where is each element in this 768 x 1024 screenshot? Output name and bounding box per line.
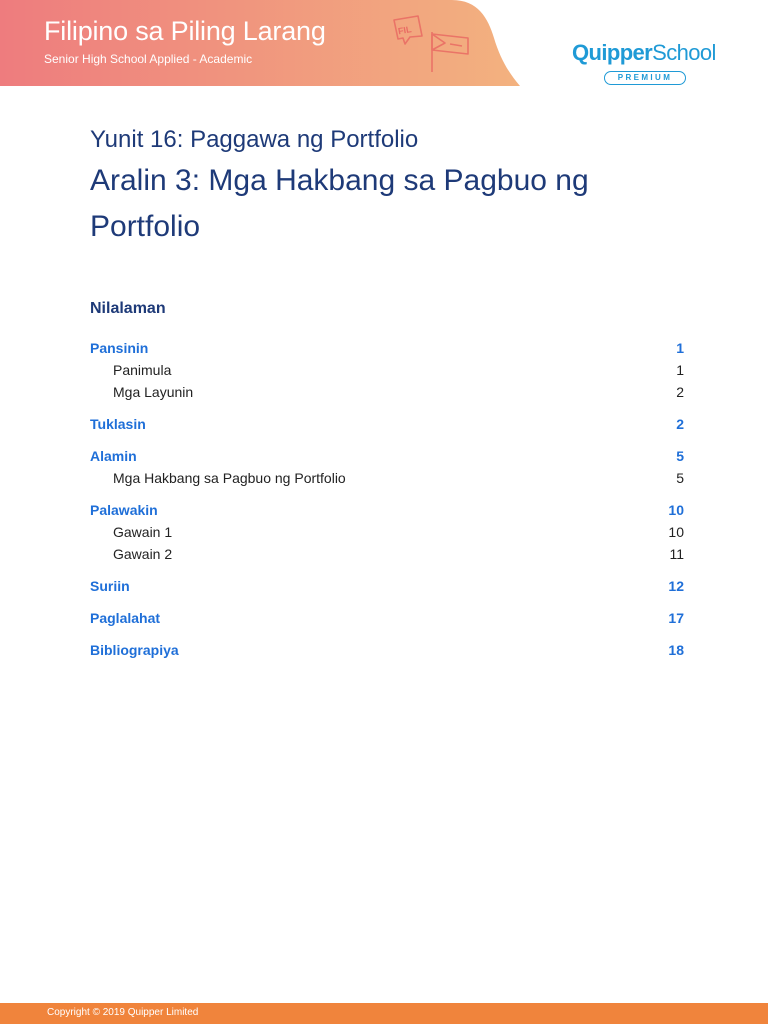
toc-entry-palawakin[interactable] [90,499,684,521]
toc-entry-page: 10 [668,502,684,518]
toc-subentry-page: 10 [668,524,684,540]
deco-badge-label: FIL [397,24,413,37]
toc-subentry-page: 5 [676,470,684,486]
toc-subentry-label: Gawain 2 [113,546,173,562]
toc-entry-label: Tuklasin [90,416,146,432]
toc-subentry-page: 11 [669,546,684,562]
table-of-contents [90,337,684,661]
toc-entry-label: Bibliograpiya [90,642,179,658]
toc-subentry-gawain-1[interactable] [90,521,684,543]
page-footer [0,1003,768,1024]
toc-entry-page: 17 [668,610,684,626]
logo-brand-bold: Quipper [572,40,653,65]
toc-entry-page: 18 [668,642,684,658]
toc-subentry-label: Panimula [113,362,172,378]
toc-subentry-page: 1 [676,362,684,378]
toc-entry-suriin[interactable] [90,575,684,597]
logo-tier-badge: PREMIUM [604,71,686,85]
toc-entry-label: Suriin [90,578,130,594]
toc-entry-label: Palawakin [90,502,158,518]
toc-subentry-label: Mga Hakbang sa Pagbuo ng Portfolio [113,470,346,486]
toc-entry-pansinin[interactable] [90,337,684,359]
flag-deco-icon [388,10,478,76]
toc-subentry-label: Mga Layunin [113,384,194,400]
toc-entry-bibliograpiya[interactable] [90,639,684,661]
toc-entry-label: Alamin [90,448,137,464]
toc-entry-page: 12 [668,578,684,594]
toc-subentry-mga-hakbang[interactable] [90,467,684,489]
toc-entry-page: 1 [676,340,684,356]
toc-entry-paglalahat[interactable] [90,607,684,629]
toc-heading: Nilalaman [90,300,166,317]
toc-entry-tuklasin[interactable] [90,413,684,435]
toc-subentry-gawain-2[interactable] [90,543,684,565]
subject-title: Filipino sa Piling Larang [44,16,326,46]
lesson-title: Aralin 3: Mga Hakbang sa Pagbuo ng Portfolio [90,164,589,243]
unit-title: Yunit 16: Paggawa ng Portfolio [90,126,419,153]
subject-track: Senior High School Applied - Academic [44,52,253,66]
toc-entry-page: 5 [676,448,684,464]
toc-entry-label: Paglalahat [90,610,161,626]
copyright-notice: Copyright © 2019 Quipper Limited [47,1007,199,1018]
toc-subentry-page: 2 [676,384,684,400]
toc-entry-label: Pansinin [90,340,149,356]
toc-entry-page: 2 [676,416,684,432]
toc-subentry-panimula[interactable] [90,359,684,381]
logo-brand-light: School [652,40,716,65]
toc-entry-alamin[interactable] [90,445,684,467]
toc-subentry-label: Gawain 1 [113,524,173,540]
toc-subentry-mga-layunin[interactable] [90,381,684,403]
